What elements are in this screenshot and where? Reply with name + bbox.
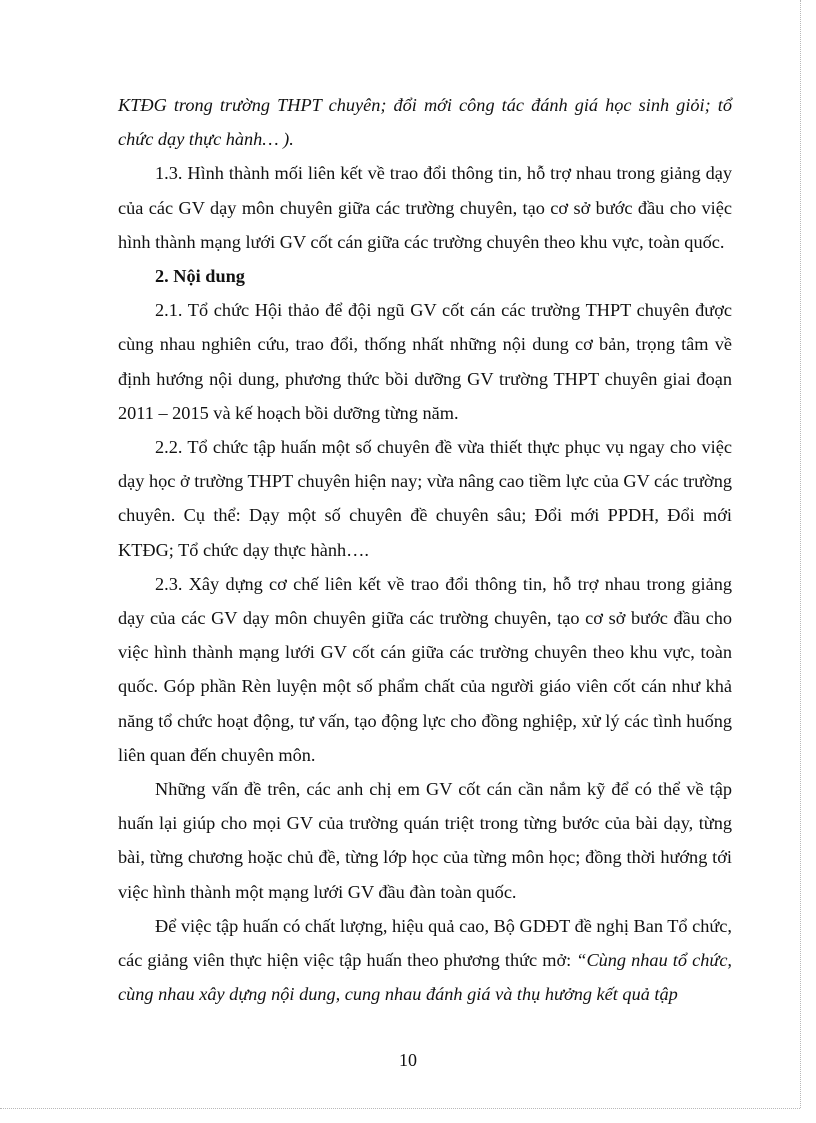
paragraph-2-2: 2.2. Tổ chức tập huấn một số chuyên đề vừa thiết thực phục vụ ngay cho việc dạy học ở trường THPT chuyên hiện nay; vừa nâng cao tiềm lực của GV các trường chuyên. Cụ thể: Dạy một số chuyên đề chuyên sâu; Đổi mới PPDH, Đổi mới KTĐG; Tổ chức dạy thực hành…. [118, 437, 732, 560]
page-number: 10 [399, 1050, 417, 1070]
body-text [118, 88, 732, 1011]
paragraph-training-text: Để việc tập huấn có chất lượng, hiệu quả cao, Bộ GDĐT đề nghị Ban Tổ chức, các giảng viên thực hiện việc tập huấn theo phương thức mở: [118, 915, 732, 971]
paragraph-continuation: KTĐG trong trường THPT chuyên; đổi mới công tác đánh giá học sinh giỏi; tổ chức dạy thực hành… ). [118, 95, 732, 150]
section-heading: 2. Nội dung [155, 266, 245, 287]
paragraph-2-3: 2.3. Xây dựng cơ chế liên kết về trao đổi thông tin, hỗ trợ nhau trong giảng dạy của các GV dạy môn chuyên giữa các trường chuyên, tạo cơ sở bước đầu cho việc hình thành mạng lưới GV cốt cán giữa các trường chuyên theo khu vực, toàn quốc. Góp phần Rèn luyện một số phẩm chất của người giáo viên cốt cán như khả năng tổ chức hoạt động, tư vấn, tạo động lực cho đồng nghiệp, xử lý các tình huống liên quan đến chuyên môn. [118, 573, 732, 765]
page-border-right [800, 0, 801, 1108]
paragraph-1-3: 1.3. Hình thành mối liên kết về trao đổi thông tin, hỗ trợ nhau trong giảng dạy của các GV dạy môn chuyên giữa các trường chuyên, tạo cơ sở bước đầu cho việc hình thành mạng lưới GV cốt cán giữa các trường chuyên theo khu vực, toàn quốc. [118, 163, 732, 252]
paragraph-training-quote: “Cùng nhau tổ chức, cùng nhau xây dựng nội dung, cung nhau đánh giá và thụ hưởng kết quả tập [118, 950, 733, 1005]
page-border-bottom [0, 1108, 800, 1109]
paragraph-2-1: 2.1. Tổ chức Hội thảo để đội ngũ GV cốt cán các trường THPT chuyên được cùng nhau nghiên cứu, trao đổi, thống nhất những nội dung cơ bản, trọng tâm về định hướng nội dung, phương thức bồi dưỡng GV trường THPT chuyên giai đoạn 2011 – 2015 và kế hoạch bồi dưỡng từng năm. [118, 300, 732, 423]
paragraph-training [118, 909, 732, 1012]
paragraph-summary: Những vấn đề trên, các anh chị em GV cốt cán cần nắm kỹ để có thể về tập huấn lại giúp cho mọi GV của trường quán triệt trong từng bước của bài dạy, từng bài, từng chương hoặc chủ đề, từng lớp học của từng môn học; đồng thời hướng tới việc hình thành một mạng lưới GV đầu đàn toàn quốc. [118, 779, 732, 902]
